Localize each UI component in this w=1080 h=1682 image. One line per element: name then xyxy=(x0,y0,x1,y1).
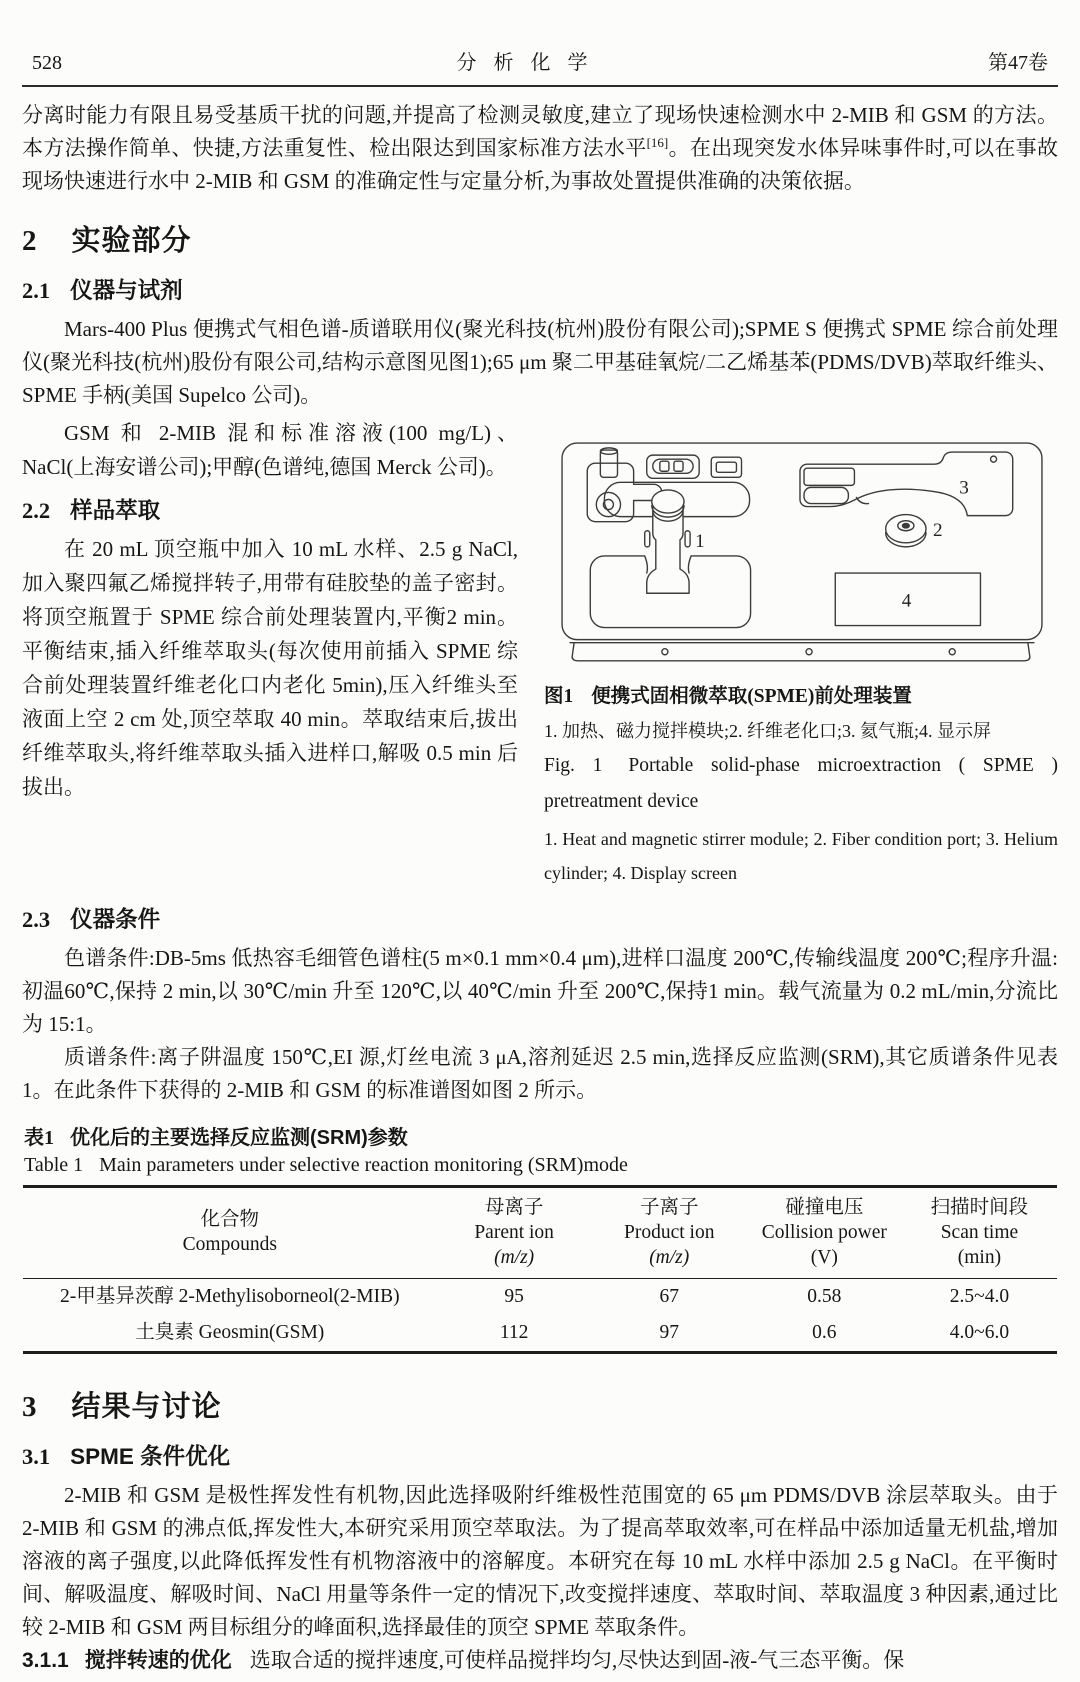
figure-1-caption-en-text: Portable solid-phase microextraction ( SPME ) pretreatment device xyxy=(544,754,1058,812)
intro-text-after: 。在出现突发水体异味事件时,可以在事故现场快速进行水中 2-MIB 和 GSM 的准确定性与定量分析,为事故处置提供准确的决策依据。 xyxy=(22,136,1059,193)
table-1-label-en: Table 1 xyxy=(24,1153,84,1176)
col-header-compounds xyxy=(23,1186,437,1278)
handle-inner-top xyxy=(804,468,854,485)
figure-1-block xyxy=(544,416,1058,890)
col-parent-en: Parent ion xyxy=(474,1221,554,1243)
reagents-paragraph: GSM 和 2-MIB 混和标准溶液(100 mg/L)、NaCl(上海安谱公司);甲醇(色谱纯,德国 Merck 公司)。 xyxy=(22,421,518,479)
module-a-inner xyxy=(653,459,693,473)
col-compounds-en: Compounds xyxy=(182,1234,277,1256)
col-header-scan-time xyxy=(902,1186,1057,1278)
table-1-label-cn: 表1 xyxy=(24,1126,54,1149)
section-2-number: 2 xyxy=(22,225,38,257)
intro-paragraph xyxy=(22,99,1058,198)
col-header-parent-ion xyxy=(437,1186,592,1278)
section-2-2-heading xyxy=(22,493,518,525)
col-header-collision-power xyxy=(747,1186,902,1278)
handle-cutout xyxy=(800,452,1013,516)
section-3-heading xyxy=(22,1384,1058,1425)
ms-conditions-paragraph: 质谱条件:离子阱温度 150℃,EI 源,灯丝电流 3 μA,溶剂延迟 2.5 min,选择反应监测(SRM),其它质谱条件见表 1。在此条件下获得的 2-MIB 和 GSM 的标准谱图如图 2 所示。 xyxy=(22,1044,1058,1102)
intro-text-before: 分离时能力有限且易受基质干扰的问题,并提高了检测灵敏度,建立了现场快速检测水中 2-MIB 和 GSM 的方法。本方法操作简单、快捷,方法重复性、检出限达到国家标准方法水平 xyxy=(22,103,1058,160)
cell-scan-time: 4.0~6.0 xyxy=(949,1321,1010,1343)
table-1-title-en xyxy=(24,1154,1058,1177)
col-product-cn: 子离子 xyxy=(639,1196,699,1218)
section-2-1-title: 仪器与试剂 xyxy=(70,278,183,303)
cell-parent-ion: 112 xyxy=(499,1321,529,1343)
col-scan-cn: 扫描时间段 xyxy=(930,1196,1029,1218)
citation-16: [16] xyxy=(646,135,669,150)
col-parent-unit: (m/z) xyxy=(494,1246,535,1268)
case-foot-2 xyxy=(806,649,812,655)
case-foot-3 xyxy=(949,649,955,655)
cylinder-top xyxy=(600,448,617,454)
journal-title: 分 析 化 学 xyxy=(456,52,594,74)
spme-device-drawing xyxy=(558,440,1046,668)
table-row-2mib xyxy=(23,1278,1057,1315)
col-scan-unit: (min) xyxy=(957,1246,1002,1268)
section-2-2-title: 样品萃取 xyxy=(70,498,161,523)
section-2-title: 实验部分 xyxy=(71,225,192,257)
figure-part-label-3: 3 xyxy=(959,477,969,499)
section-2-3-heading xyxy=(22,902,1058,934)
page-number: 528 xyxy=(32,52,62,74)
two-column-region xyxy=(22,416,1058,890)
cell-product-ion: 67 xyxy=(659,1285,679,1307)
col-collision-cn: 碰撞电压 xyxy=(785,1196,864,1218)
col-compounds-cn: 化合物 xyxy=(200,1209,260,1231)
section-2-1-heading xyxy=(22,273,1058,305)
module-a-btn1 xyxy=(660,461,669,471)
cell-compound: 2-甲基异茨醇 2-Methylisoborneol(2-MIB) xyxy=(60,1285,400,1307)
vial-tick-right xyxy=(685,531,690,547)
col-product-en: Product ion xyxy=(624,1221,715,1243)
section-2-heading xyxy=(22,218,1058,259)
figure-part-label-1: 1 xyxy=(695,530,705,552)
col-collision-en: Collision power xyxy=(761,1221,887,1243)
section-3-1-1-title: 搅拌转速的优化 xyxy=(84,1648,232,1672)
vial-body xyxy=(647,503,689,594)
col-product-unit: (m/z) xyxy=(649,1246,690,1268)
cell-collision-power: 0.58 xyxy=(807,1285,842,1307)
left-column xyxy=(22,416,518,890)
figure-part-label-4: 4 xyxy=(901,590,912,612)
figure-1-label-en: Fig. 1 xyxy=(544,754,603,776)
case-foot-1 xyxy=(662,649,668,655)
col-header-product-ion xyxy=(592,1186,747,1278)
col-scan-en: Scan time xyxy=(940,1221,1019,1243)
vial-cap xyxy=(652,490,684,513)
cell-parent-ion: 95 xyxy=(504,1285,524,1307)
gc-conditions-paragraph: 色谱条件:DB-5ms 低热容毛细管色谱柱(5 m×0.1 mm×0.4 μm),进样口温度 200℃,传输线温度 200℃;程序升温:初温60℃,保持 2 min,以 30℃/min 升至 120℃,以 40℃/min 升至 200℃,保持1 min。载气流量为 0.2 mL/min,分流比为 15:1。 xyxy=(22,945,1058,1036)
table-1-title-en-text: Main parameters under selective reaction monitoring (SRM)mode xyxy=(99,1153,628,1176)
figure-1-note-en: 1. Heat and magnetic stirrer module; 2. Fiber condition port; 3. Helium cylinder; 4. Display screen xyxy=(544,828,1058,883)
section-3-title: 结果与讨论 xyxy=(71,1390,222,1423)
section-2-1-number: 2.1 xyxy=(22,278,51,303)
section-3-1-heading xyxy=(22,1439,1058,1471)
cell-product-ion: 97 xyxy=(659,1321,679,1343)
figure-1-label-cn: 图1 xyxy=(544,685,574,707)
volume-label: 第47卷 xyxy=(988,52,1048,74)
col-collision-unit: (V) xyxy=(810,1246,838,1268)
section-3-1-number: 3.1 xyxy=(22,1443,51,1469)
header-rule xyxy=(22,85,1058,87)
section-2-2-paragraph: 在 20 mL 顶空瓶中加入 10 mL 水样、2.5 g NaCl,加入聚四氟乙烯搅拌转子,用带有硅胶垫的盖子密封。将顶空瓶置于 SPME 综合前处理装置内,平衡2 min。平衡结束,插入纤维萃取头(每次使用前插入 SPME 综合前处理装置纤维老化口内老化 5min),压入纤维头至液面上空 2 cm 处,顶空萃取 40 min。萃取结束后,拔出纤维萃取头,将纤维萃取头插入进样口,解吸 0.5 min 后拔出。 xyxy=(22,537,518,799)
table-1-block xyxy=(22,1121,1058,1354)
table-1-title-cn-text: 优化后的主要选择反应监测(SRM)参数 xyxy=(70,1126,408,1149)
figure-part-label-2: 2 xyxy=(933,519,943,541)
handle-inner-bottom xyxy=(804,487,848,503)
port-ring-outer xyxy=(596,492,620,516)
vial-tick-left xyxy=(645,531,650,547)
section-2-3-number: 2.3 xyxy=(22,906,51,932)
module-b-inner xyxy=(716,462,736,472)
knob-top xyxy=(886,515,926,543)
figure-1-caption-cn-text: 便携式固相微萃取(SPME)前处理装置 xyxy=(591,685,912,707)
module-a-btn2 xyxy=(674,461,683,471)
section-2-1-paragraph: Mars-400 Plus 便携式气相色谱-质谱联用仪(聚光科技(杭州)股份有限公司);SPME S 便携式 SPME 综合前处理仪(聚光科技(杭州)股份有限公司,结构示意图见图1);65 μm 聚二甲基硅氧烷/二乙烯基苯(PDMS/DVB)萃取纤维头、SPME 手柄(美国 Supelco 公司)。 xyxy=(22,317,1058,407)
section-3-number: 3 xyxy=(22,1390,38,1423)
figure-1-note-cn: 1. 加热、磁力搅拌模块;2. 纤维老化口;3. 氦气瓶;4. 显示屏 xyxy=(544,720,992,741)
case-band xyxy=(572,643,1030,661)
section-3-1-1-text: 选取合适的搅拌速度,可使样品搅拌均匀,尽快达到固-液-气三态平衡。保 xyxy=(249,1647,905,1672)
handle-screw xyxy=(991,456,997,462)
cell-scan-time: 2.5~4.0 xyxy=(949,1285,1010,1307)
figure-1-caption-en xyxy=(544,748,1058,820)
knob-center xyxy=(902,523,909,527)
table-1-title-cn xyxy=(24,1121,1058,1150)
section-2-3-title: 仪器条件 xyxy=(70,906,161,932)
cell-compound: 土臭素 Geosmin(GSM) xyxy=(135,1321,325,1343)
table-header xyxy=(23,1186,1057,1278)
cell-collision-power: 0.6 xyxy=(812,1321,837,1343)
figure-1-image xyxy=(544,416,1058,668)
section-2-2-number: 2.2 xyxy=(22,498,51,523)
figure-1-caption-cn xyxy=(544,682,1058,712)
srm-parameters-table xyxy=(23,1185,1057,1354)
section-3-1-1-number: 3.1.1 xyxy=(22,1648,69,1672)
page-header xyxy=(22,46,1058,85)
col-parent-cn: 母离子 xyxy=(484,1196,544,1218)
section-3-1-paragraph: 2-MIB 和 GSM 是极性挥发性有机物,因此选择吸附纤维极性范围宽的 65 μm PDMS/DVB 涂层萃取头。由于 2-MIB 和 GSM 的沸点低,挥发性大,本研究采用顶空萃取法。为了提高萃取效率,可在样品中添加适量无机盐,增加溶液的离子强度,以此降低挥发性有机物溶液中的溶解度。本研究在每 10 mL 水样中添加 2.5 g NaCl。在平衡时间、解吸温度、解吸时间、NaCl 用量等条件一定的情况下,改变搅拌速度、萃取时间、萃取温度 3 种因素,通过比较 2-MIB 和 GSM 两目标组分的峰面积,选择最佳的顶空 SPME 萃取条件。 xyxy=(22,1482,1058,1639)
bracket-panel xyxy=(587,463,662,521)
section-3-1-title: SPME 条件优化 xyxy=(70,1443,231,1469)
table-row-gsm xyxy=(23,1315,1057,1353)
knob-side xyxy=(886,533,926,547)
section-3-1-1-paragraph xyxy=(22,1644,1058,1677)
